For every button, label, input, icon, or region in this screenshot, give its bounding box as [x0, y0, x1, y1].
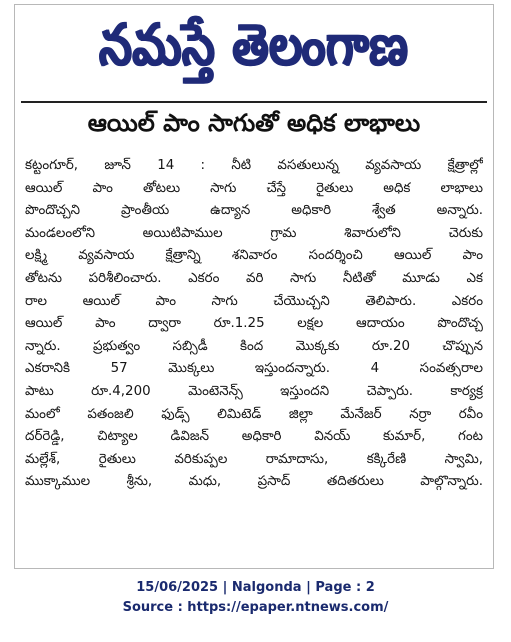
article-line: ముక్కాముల శ్రీను, మధు, ప్రసాద్ తదితరులు పాల్గొన్నారు.: [25, 474, 483, 490]
masthead-divider: [21, 101, 487, 103]
article-line: ఆయిల్ పాం ద్వారా రూ.1.25 లక్షల ఆదాయం పొందొచ్చ: [25, 316, 483, 332]
article-line: మల్లేశ్, రైతులు వరికుప్పల రామాదాసు, కక్కిరేణి స్వామి,: [25, 451, 483, 467]
article-line: న్నారు. ప్రభుత్వం సబ్సిడీ కింద మొక్కకు రూ.20 చొప్పున: [25, 338, 483, 354]
article-line: తోటను పరిశీలించారు. ఎకరం వరి సాగు నీటితో మూడు ఎక: [25, 270, 483, 286]
footer-info: 15/06/2025 | Nalgonda | Page : 2: [136, 580, 375, 595]
article-line: పొందొచ్చని ప్రాంతీయ ఉద్యాన అధికారి శ్వేత అన్నారు.: [25, 203, 483, 219]
article-line: కట్టంగూర్, జూన్ 14 : నీటి వసతులున్న వ్యవసాయ క్షేత్రాల్లో: [25, 158, 483, 173]
article-line: రాల ఆయిల్ పాం సాగు చేయొచ్చని తెలిపారు. ఎకరం: [25, 293, 483, 309]
masthead-title: నమస్తే తెలంగాణ: [99, 10, 409, 79]
article-line: మండలంలోని అయిటిపాముల గ్రామ శివారులోని చెరుకు: [25, 225, 483, 241]
article-line: పాటు రూ.4,200 మెంటెనెన్స్ ఇస్తుందని చెప్పారు. కార్యక్ర: [25, 383, 483, 399]
article-line: లక్ష్మి వ్యవసాయ క్షేత్రాన్ని శనివారం సందర్శించి ఆయిల్ పాం: [25, 248, 483, 264]
article-line: ఆయిల్ పాం తోటలు సాగు చేస్తే రైతులు అధిక లాభాలు: [25, 180, 483, 196]
article-line: దర్‌రెడ్డి, చిట్యాల డివిజన్ అధికారి వినయ్ కుమార్, గంట: [25, 429, 483, 445]
article-body: [25, 155, 483, 494]
newspaper-clipping: [14, 4, 494, 569]
footer-source: Source : https://epaper.ntnews.com/: [122, 600, 389, 615]
masthead: [15, 11, 493, 93]
article-line: ఎకరానికి 57 మొక్కలు ఇస్తుందన్నారు. 4 సంవత్సరాల: [25, 361, 483, 377]
article-line: మంలో పతంజలి ఫుడ్స్ లిమిటెడ్ జిల్లా మేనేజర్ నర్రా రవీం: [25, 406, 483, 422]
article-headline: ఆయిల్ పాం సాగుతో అధిక లాభాలు: [87, 109, 421, 137]
